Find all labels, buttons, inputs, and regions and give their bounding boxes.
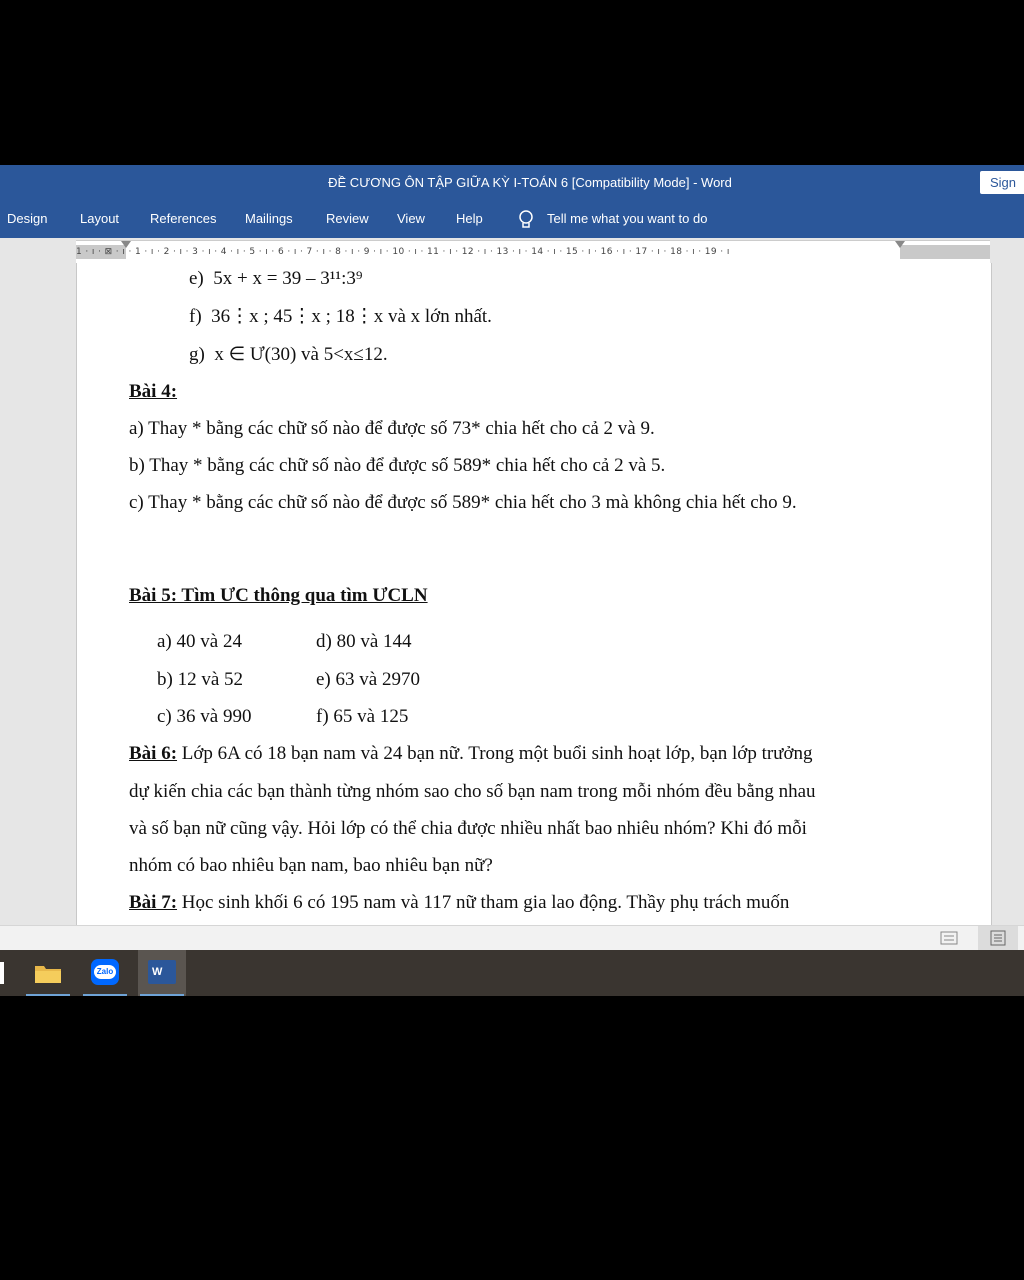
bai7-label: Bài 7:	[129, 892, 178, 913]
bai5-item-d: d) 80 và 144	[316, 631, 412, 652]
running-indicator	[83, 994, 127, 996]
tab-mailings[interactable]: Mailings	[245, 211, 293, 226]
running-indicator	[26, 994, 70, 996]
word-window	[0, 165, 1024, 950]
item-text: 5x + x = 39 – 3¹¹:3⁹	[213, 268, 363, 289]
title-bar	[0, 165, 1024, 200]
taskbar	[0, 950, 1024, 996]
lightbulb-icon	[517, 210, 535, 230]
item-label: f)	[189, 306, 202, 327]
bai6-text-1: Lớp 6A có 18 bạn nam và 24 bạn nữ. Trong một buổi sinh hoạt lớp, bạn lớp trưởng	[177, 743, 813, 764]
bai5-heading: Bài 5: Tìm ƯC thông qua tìm ƯCLN	[129, 585, 428, 606]
item-label: e)	[189, 268, 204, 289]
bai5-item-f: f) 65 và 125	[316, 706, 409, 727]
tab-help[interactable]: Help	[456, 211, 483, 226]
item-text: x ∈ Ư(30) và 5<x≤12.	[214, 344, 388, 365]
status-bar	[0, 925, 1024, 950]
word-icon: W	[148, 960, 176, 984]
window-title: ĐỀ CƯƠNG ÔN TẬP GIỮA KỲ I-TOÁN 6 [Compatibility Mode] - Word	[328, 175, 732, 190]
bai4-heading: Bài 4:	[129, 381, 178, 402]
bai4-line-b: b) Thay * bằng các chữ số nào để được số 589* chia hết cho cả 2 và 5.	[129, 455, 666, 476]
tab-review[interactable]: Review	[326, 211, 369, 226]
zalo-icon-label: Zalo	[94, 965, 116, 979]
document-page[interactable]	[76, 263, 992, 925]
tab-references[interactable]: References	[150, 211, 217, 226]
item-e	[189, 268, 363, 290]
print-layout-button[interactable]	[978, 926, 1018, 950]
bai7-text: Học sinh khối 6 có 195 nam và 117 nữ tham gia lao động. Thầy phụ trách muốn	[177, 892, 790, 913]
sign-in-button[interactable]: Sign	[980, 171, 1024, 194]
bai5-item-b: b) 12 và 52	[157, 669, 244, 690]
tell-me-label: Tell me what you want to do	[547, 211, 708, 226]
ruler-scale: 1 · ı · ⊠ · ı · 1 · ı · 2 · ı · 3 · ı · 4 · ı · 5 · ı · 6 · ı · 7 · ı · 8 · ı · 9 · ı · 10 · ı · 11 · ı · 12 · ı · 13 · ı · 14 · ı · 15 · ı · 16 · ı · 17 · ı · 18 · ı · 19 · ı	[76, 247, 730, 257]
right-indent-marker[interactable]	[895, 241, 905, 248]
read-mode-icon[interactable]	[940, 930, 958, 946]
tab-layout[interactable]: Layout	[80, 211, 120, 226]
bai5-item-a: a) 40 và 24	[157, 631, 242, 652]
first-line-indent-marker[interactable]	[121, 241, 131, 248]
bai6-label: Bài 6:	[129, 743, 178, 764]
bai4-line-c: c) Thay * bằng các chữ số nào để được số 589* chia hết cho 3 mà không chia hết cho 9.	[129, 492, 797, 513]
folder-icon	[34, 962, 62, 984]
item-text: 36⋮x ; 45⋮x ; 18⋮x và x lớn nhất.	[211, 306, 492, 327]
bai5-item-e: e) 63 và 2970	[316, 669, 420, 690]
bai6-line-4: nhóm có bao nhiêu bạn nam, bao nhiêu bạn nữ?	[129, 855, 493, 876]
item-g	[189, 343, 388, 366]
running-indicator	[140, 994, 184, 996]
bai6-line-2: dự kiến chia các bạn thành từng nhóm sao cho số bạn nam trong mỗi nhóm đều bằng nhau	[129, 781, 816, 802]
tab-view[interactable]: View	[397, 211, 425, 226]
item-label: g)	[189, 344, 205, 365]
horizontal-ruler[interactable]	[76, 240, 990, 264]
word-taskbar-button[interactable]	[138, 950, 186, 996]
file-explorer-taskbar-button[interactable]	[24, 950, 72, 996]
ribbon-tabs	[0, 200, 1024, 238]
bai4-line-a: a) Thay * bằng các chữ số nào để được số 73* chia hết cho cả 2 và 9.	[129, 418, 655, 439]
item-f	[189, 305, 492, 328]
tab-design[interactable]: Design	[7, 211, 48, 226]
bai6-line-3: và số bạn nữ cũng vậy. Hỏi lớp có thể chia được nhiều nhất bao nhiêu nhóm? Khi đó mỗi	[129, 818, 807, 839]
zalo-taskbar-button[interactable]	[81, 950, 129, 996]
taskbar-edge	[0, 962, 4, 984]
print-layout-icon	[989, 930, 1007, 946]
zalo-icon	[91, 959, 119, 985]
bai5-item-c: c) 36 và 990	[157, 706, 252, 727]
bai6-line-1	[129, 743, 813, 765]
bai7-line-1	[129, 892, 789, 914]
